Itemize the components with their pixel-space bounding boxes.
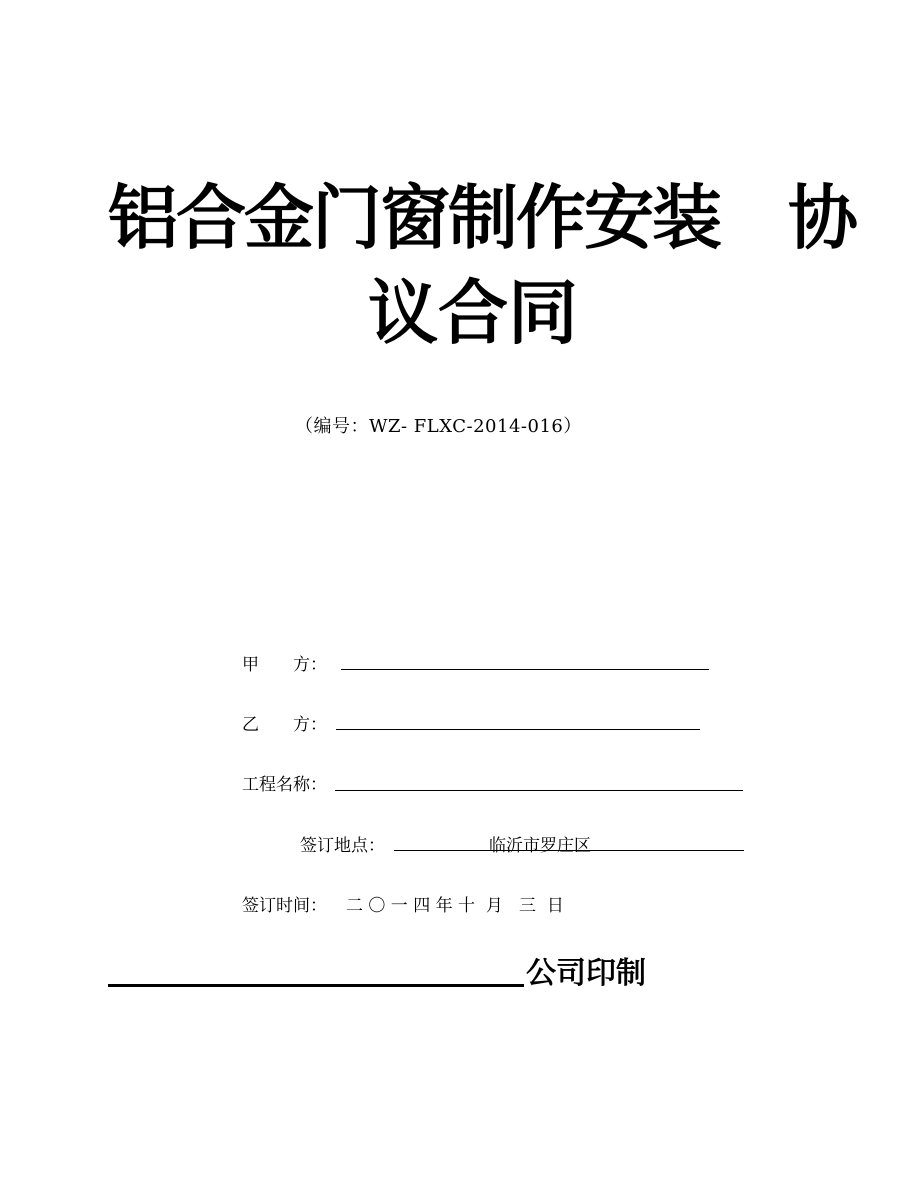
company-print-label: 公司印制 [526, 956, 646, 991]
document-title-line-1: 铝合金门窗制作安装 协 [108, 177, 856, 259]
project-name-label: 工程名称： [242, 775, 327, 795]
party-a-underline [341, 669, 709, 670]
sign-time-value: 二 〇 一 四 年 十 月 三 日 [346, 896, 564, 916]
contract-number: （编号：WZ- FLXC-2014-016） [295, 416, 582, 437]
sign-place-label: 签订地点： [300, 836, 385, 856]
company-name-underline [108, 984, 524, 987]
sign-place-value: 临沂市罗庄区 [489, 836, 591, 856]
party-a-label: 甲 方： [242, 655, 327, 675]
sign-time-label: 签订时间： [242, 896, 327, 916]
party-b-label: 乙 方： [242, 715, 327, 735]
party-b-underline [336, 729, 700, 730]
document-title-line-2: 议合同 [368, 272, 578, 354]
project-name-underline [335, 790, 743, 791]
